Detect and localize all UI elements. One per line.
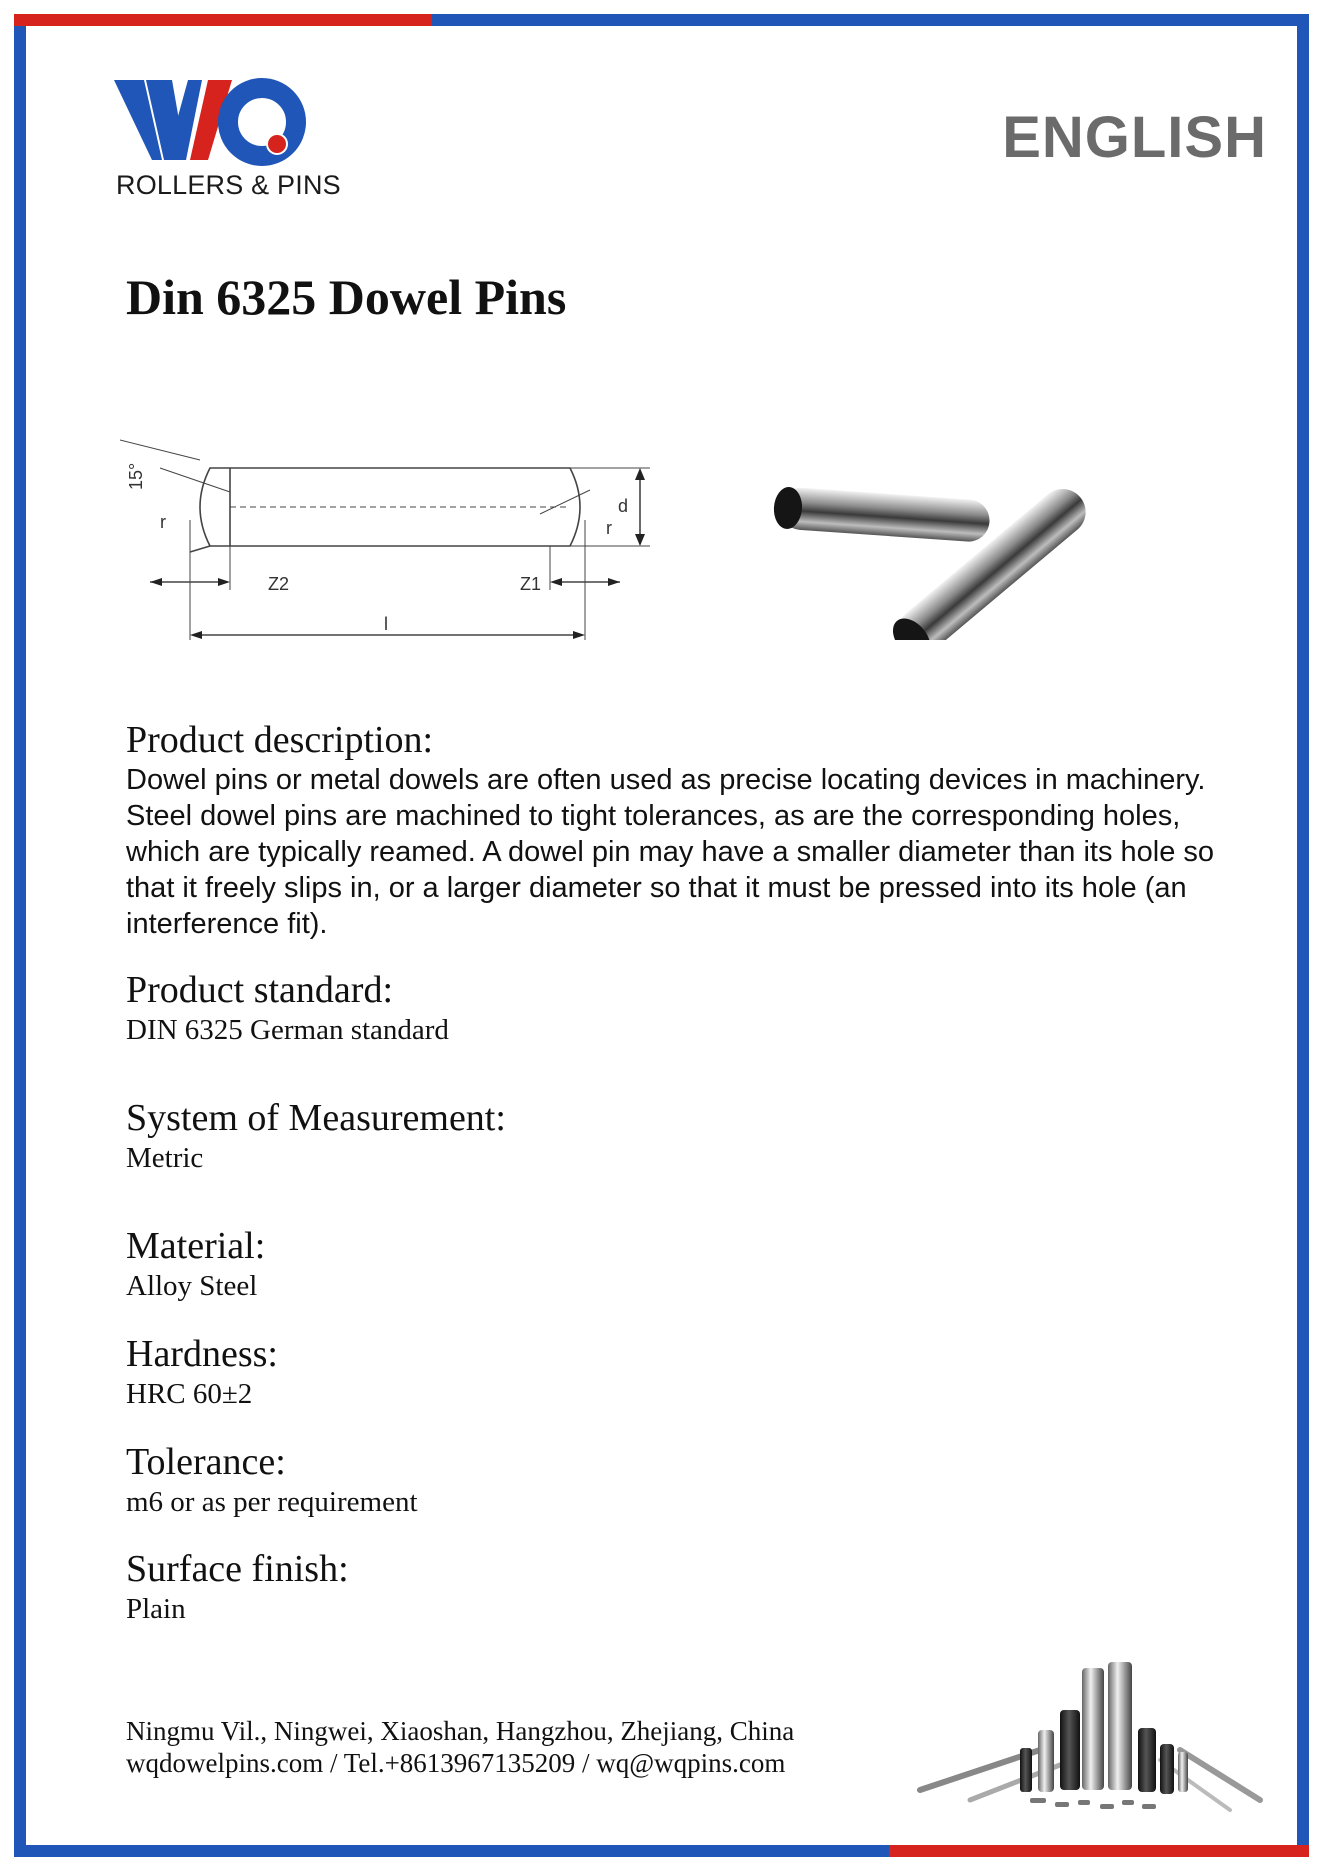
footer-address: Ningmu Vil., Ningwei, Xiaoshan, Hangzhou, Zhejiang, China <box>126 1716 795 1746</box>
footer <box>126 1715 794 1779</box>
description-section <box>126 718 1216 942</box>
measurement-section <box>126 1096 506 1176</box>
description-heading: Product description: <box>126 719 434 761</box>
material-value: Alloy Steel <box>126 1270 258 1302</box>
finish-heading: Surface finish: <box>126 1548 349 1590</box>
top-accent-bar <box>14 14 432 26</box>
z1-label: Z1 <box>520 574 542 594</box>
page-title: Din 6325 Dowel Pins <box>126 269 567 325</box>
tolerance-heading: Tolerance: <box>126 1441 286 1483</box>
bottom-accent-bar <box>889 1845 1309 1857</box>
hardness-section <box>126 1332 278 1412</box>
dowel-pins-photo <box>760 470 1100 640</box>
material-section <box>126 1224 265 1304</box>
tolerance-value: m6 or as per requirement <box>126 1486 418 1518</box>
standard-value: DIN 6325 German standard <box>126 1014 449 1046</box>
language-label: ENGLISH <box>1002 105 1267 170</box>
finish-value: Plain <box>126 1593 186 1625</box>
hardness-heading: Hardness: <box>126 1333 278 1375</box>
standard-section <box>126 968 449 1048</box>
hardness-value: HRC 60±2 <box>126 1378 253 1410</box>
description-text: Dowel pins or metal dowels are often used as precise locating devices in machinery. Steel dowel pins are machined to tight tolerances, as are the corresponding holes, which are typically reamed. A dowel pin may have a smaller diameter than its hole so that it freely slips in, or a larger diameter so that it must be pressed into its hole (an interference fit). <box>126 764 1215 940</box>
logo-tagline: ROLLERS & PINS <box>116 170 341 200</box>
material-heading: Material: <box>126 1225 266 1267</box>
length-label: l <box>384 614 388 634</box>
radius-left-label: r <box>160 512 166 532</box>
measurement-value: Metric <box>126 1142 204 1174</box>
standard-heading: Product standard: <box>126 969 394 1011</box>
pins-collection-photo <box>910 1640 1270 1820</box>
measurement-heading: System of Measurement: <box>126 1097 506 1139</box>
footer-contact: wqdowelpins.com / Tel.+8613967135209 / wq@wqpins.com <box>126 1748 786 1778</box>
z2-label: Z2 <box>268 574 290 594</box>
diameter-label: d <box>618 496 629 516</box>
dowel-pin-technical-drawing <box>120 430 660 660</box>
tolerance-section <box>126 1440 418 1520</box>
angle-label: 15° <box>126 462 146 490</box>
finish-section <box>126 1547 349 1627</box>
radius-right-label: r <box>606 518 612 538</box>
